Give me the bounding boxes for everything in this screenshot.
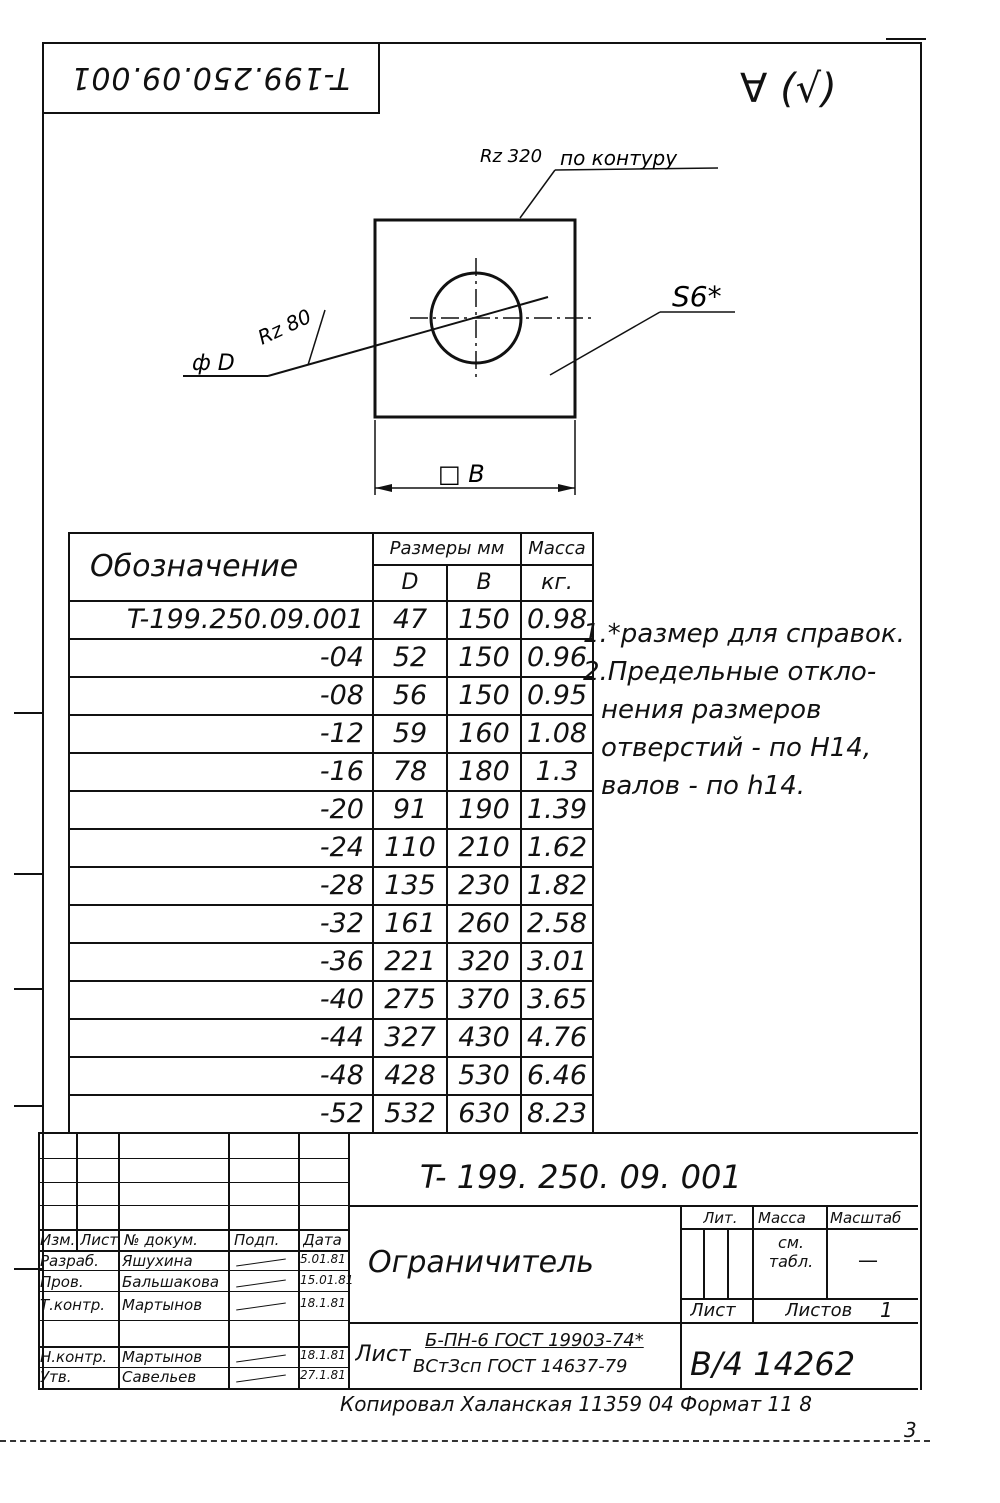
table-row xyxy=(69,1057,593,1095)
cell-d: 52 xyxy=(373,639,447,677)
col-header: Дата xyxy=(303,1231,342,1249)
cell-b: 210 xyxy=(447,829,521,867)
part-drawing xyxy=(0,0,1000,520)
signer-date: 5.01.81 xyxy=(300,1252,346,1266)
mass-value: см. табл. xyxy=(768,1233,814,1271)
cell-d: 327 xyxy=(373,1019,447,1057)
material-line1: Б-ПН-6 ГОСТ 19903-74* xyxy=(425,1330,644,1351)
rz80-label: Rz 80 xyxy=(253,304,316,350)
table-row xyxy=(69,905,593,943)
note-line: отверстий - по H14, xyxy=(601,733,872,763)
dim-arrow-left xyxy=(375,484,392,492)
cell-d: 110 xyxy=(373,829,447,867)
table-row xyxy=(69,943,593,981)
sheets-label: Листов xyxy=(785,1300,853,1321)
signer-role: Разраб. xyxy=(40,1252,99,1270)
lit-label: Лит. xyxy=(703,1209,738,1227)
cell-designation: -48 xyxy=(69,1057,373,1095)
col-header: Подп. xyxy=(234,1231,280,1249)
cell-designation: -04 xyxy=(69,639,373,677)
cell-mass: 8.23 xyxy=(521,1095,593,1133)
signer-role: Утв. xyxy=(40,1368,72,1386)
rz320-label: Rz 320 xyxy=(480,146,543,167)
table-row xyxy=(69,1019,593,1057)
cell-designation: T-199.250.09.001 xyxy=(69,601,373,639)
cell-b: 190 xyxy=(447,791,521,829)
rz320-leader xyxy=(520,170,555,218)
cell-mass: 1.39 xyxy=(521,791,593,829)
cell-mass: 3.65 xyxy=(521,981,593,1019)
signer-date: 15.01.81 xyxy=(300,1273,354,1287)
header-kg: кг. xyxy=(521,565,593,601)
cell-d: 59 xyxy=(373,715,447,753)
cell-d: 78 xyxy=(373,753,447,791)
cell-mass: 1.82 xyxy=(521,867,593,905)
table-row xyxy=(69,677,593,715)
cell-designation: -08 xyxy=(69,677,373,715)
cell-designation: -52 xyxy=(69,1095,373,1133)
table-row xyxy=(69,791,593,829)
signer-date: 18.1.81 xyxy=(300,1296,346,1310)
cell-designation: -32 xyxy=(69,905,373,943)
cell-d: 91 xyxy=(373,791,447,829)
table-row xyxy=(69,981,593,1019)
table-row xyxy=(69,1095,593,1133)
format: Формат 11 8 xyxy=(680,1392,813,1416)
cell-b: 260 xyxy=(447,905,521,943)
scale-label: Масштаб xyxy=(830,1209,902,1227)
cell-b: 180 xyxy=(447,753,521,791)
table-row xyxy=(69,829,593,867)
cell-mass: 2.58 xyxy=(521,905,593,943)
margin-tick xyxy=(14,1105,42,1107)
cell-designation: -20 xyxy=(69,791,373,829)
cell-d: 428 xyxy=(373,1057,447,1095)
cell-designation: -44 xyxy=(69,1019,373,1057)
note-line: 1.*размер для справок. xyxy=(583,619,905,649)
cell-mass: 0.98 xyxy=(521,601,593,639)
cell-mass: 6.46 xyxy=(521,1057,593,1095)
material-line2: ВСтЗсп ГОСТ 14637-79 xyxy=(413,1356,628,1377)
header-dimensions: Размеры мм xyxy=(373,533,521,565)
cell-mass: 3.01 xyxy=(521,943,593,981)
copied-by: Копировал Халанская 11359 04 xyxy=(340,1392,674,1416)
margin-tick xyxy=(14,712,42,714)
cell-b: 150 xyxy=(447,601,521,639)
part-name: Ограничитель xyxy=(368,1245,594,1280)
mass-label: Масса xyxy=(758,1209,806,1227)
margin-tick xyxy=(14,873,42,875)
cell-b: 370 xyxy=(447,981,521,1019)
hole-diameter-label: ф D xyxy=(192,351,235,376)
cell-d: 135 xyxy=(373,867,447,905)
signer-role: Т.контр. xyxy=(40,1296,106,1314)
thickness-label: S6* xyxy=(672,280,722,313)
signer-date: 27.1.81 xyxy=(300,1368,346,1382)
cell-b: 230 xyxy=(447,867,521,905)
cut-line xyxy=(0,1440,930,1443)
cell-d: 221 xyxy=(373,943,447,981)
signer-name: Мартынов xyxy=(122,1296,203,1314)
dim-arrow-right xyxy=(558,484,575,492)
sheet-label: Лист xyxy=(690,1300,736,1321)
square-size-label: □ B xyxy=(438,460,485,488)
cell-mass: 1.62 xyxy=(521,829,593,867)
col-header: Лист xyxy=(80,1231,119,1249)
cell-b: 320 xyxy=(447,943,521,981)
header-b: B xyxy=(447,565,521,601)
corner-stamp-text: T-199.250.09.001 xyxy=(70,60,350,95)
org-code: B/4 14262 xyxy=(690,1345,856,1383)
table-header-row xyxy=(69,533,593,565)
signer-name: Бальшакова xyxy=(122,1273,220,1291)
cell-mass: 0.96 xyxy=(521,639,593,677)
header-designation: Обозначение xyxy=(69,533,373,601)
material-label: Лист xyxy=(355,1342,411,1367)
signer-role: Пров. xyxy=(40,1273,84,1291)
page-number: 3 xyxy=(904,1418,917,1442)
cell-d: 532 xyxy=(373,1095,447,1133)
col-header: Изм. xyxy=(40,1231,76,1249)
note-line: 2.Предельные откло- xyxy=(583,657,877,687)
col-header: № докум. xyxy=(124,1231,198,1249)
cell-designation: -12 xyxy=(69,715,373,753)
dia-leader xyxy=(268,297,548,376)
cell-designation: -36 xyxy=(69,943,373,981)
general-roughness-symbol: ∀ (√) xyxy=(740,66,837,112)
cell-designation: -24 xyxy=(69,829,373,867)
cell-b: 630 xyxy=(447,1095,521,1133)
signer-name: Мартынов xyxy=(122,1348,203,1366)
cell-b: 150 xyxy=(447,639,521,677)
cell-d: 161 xyxy=(373,905,447,943)
signer-name: Савельев xyxy=(122,1368,197,1386)
signer-name: Яшухина xyxy=(122,1252,193,1270)
contour-note: по контуру xyxy=(560,146,678,170)
note-line: валов - по h14. xyxy=(601,771,806,801)
cell-designation: -16 xyxy=(69,753,373,791)
cell-b: 150 xyxy=(447,677,521,715)
note-line: нения размеров xyxy=(601,695,822,725)
signer-role: Н.контр. xyxy=(40,1348,108,1366)
margin-tick xyxy=(14,988,42,990)
cell-mass: 1.3 xyxy=(521,753,593,791)
doc-number: T- 199. 250. 09. 001 xyxy=(420,1158,742,1196)
variants-table xyxy=(68,532,594,1134)
table-row xyxy=(69,753,593,791)
notes xyxy=(583,615,923,805)
table-row xyxy=(69,715,593,753)
table-row xyxy=(69,601,593,639)
scale-value: — xyxy=(858,1248,878,1272)
header-mass: Масса xyxy=(521,533,593,565)
sheets-value: 1 xyxy=(880,1298,893,1322)
cell-mass: 1.08 xyxy=(521,715,593,753)
cell-d: 56 xyxy=(373,677,447,715)
cell-mass: 4.76 xyxy=(521,1019,593,1057)
cell-b: 430 xyxy=(447,1019,521,1057)
header-d: D xyxy=(373,565,447,601)
signer-date: 18.1.81 xyxy=(300,1348,346,1362)
cell-d: 275 xyxy=(373,981,447,1019)
cell-designation: -28 xyxy=(69,867,373,905)
table-row xyxy=(69,639,593,677)
cell-designation: -40 xyxy=(69,981,373,1019)
cell-mass: 0.95 xyxy=(521,677,593,715)
cell-d: 47 xyxy=(373,601,447,639)
cell-b: 530 xyxy=(447,1057,521,1095)
cell-b: 160 xyxy=(447,715,521,753)
thickness-leader xyxy=(550,312,660,375)
table-row xyxy=(69,867,593,905)
